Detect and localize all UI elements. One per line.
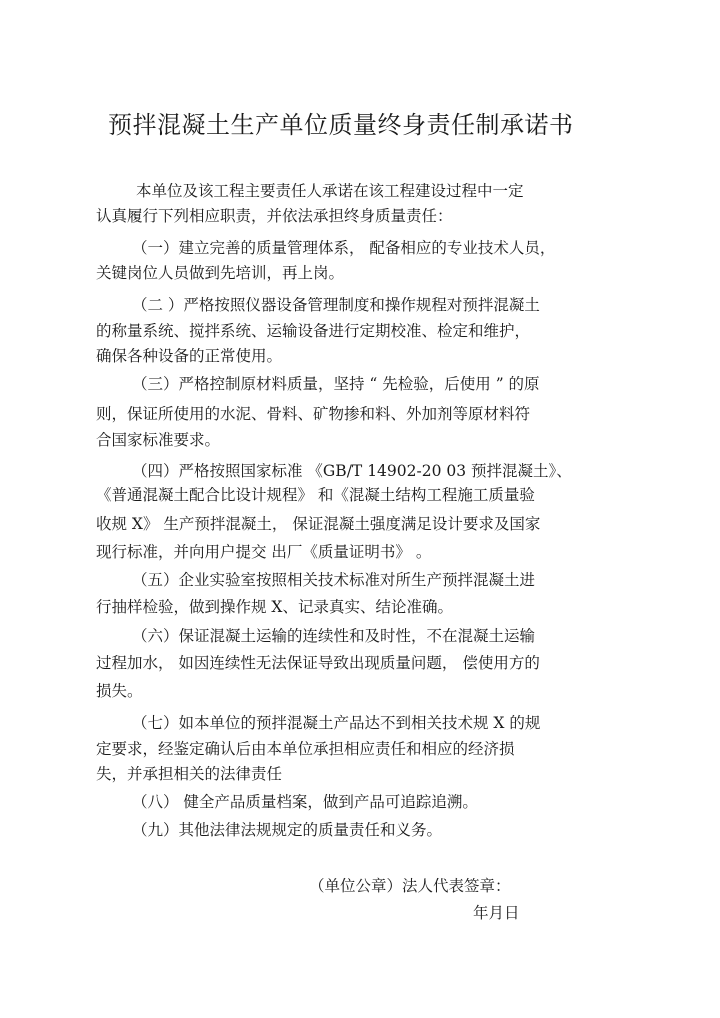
body-line: （四）严格按照国家标准 《GB/T 14902-20 03 预拌混凝土》、 [132, 462, 572, 480]
body-line: 过程加水， 如因连续性无法保证导致出现质量问题， 偿使用方的 [96, 654, 540, 672]
body-line: （九）其他法律法规规定的质量责任和义务。 [132, 821, 443, 839]
body-line: 失，并承担相关的法律责任 [96, 765, 283, 783]
document-title: 预拌混凝土生产单位质量终身责任制承诺书 [108, 111, 574, 139]
body-line: 的称量系统、搅拌系统、运输设备进行定期校准、检定和维护， [96, 322, 531, 340]
body-line: 本单位及该工程主要责任人承诺在该工程建设过程中一定 [136, 182, 524, 200]
body-line: 《普通混凝土配合比设计规程》 和《混凝土结构工程施工质量验 [96, 486, 535, 504]
body-line: 定要求，经鉴定确认后由本单位承担相应责任和相应的经济损 [96, 740, 515, 758]
body-line: 现行标准，并向用户提交 出厂《质量证明书》 。 [96, 543, 432, 561]
body-line: （一）建立完善的质量管理体系， 配备相应的专业技术人员， [132, 239, 556, 257]
body-line: 确保各种设备的正常使用。 [96, 347, 283, 365]
body-line: （八） 健全产品质量档案，做到产品可追踪追溯。 [132, 793, 478, 811]
body-line: 收规 X》 生产预拌混凝土， 保证混凝土强度满足设计要求及国家 [96, 515, 541, 533]
date-line: 年月日 [473, 904, 520, 922]
body-line: （五）企业实验室按照相关技术标准对所生产预拌混凝土进 [132, 571, 536, 589]
body-line: 行抽样检验，做到操作规 X、记录真实、结论准确。 [96, 598, 453, 616]
body-line: 关键岗位人员做到先培训，再上岗。 [96, 264, 345, 282]
body-line: （三）严格控制原材料质量，坚持 “ 先检验，后使用 ” 的原 [132, 375, 540, 393]
body-line: （六）保证混凝土运输的连续性和及时性，不在混凝土运输 [132, 627, 536, 645]
body-line: （二 ）严格按照仪器设备管理制度和操作规程对预拌混凝土 [132, 296, 540, 314]
body-line: （七）如本单位的预拌混凝土产品达不到相关技术规 X 的规 [132, 714, 541, 732]
body-line: 则，保证所使用的水泥、骨料、矿物掺和料、外加剂等原材料符 [96, 405, 531, 423]
body-line: 合国家标准要求。 [96, 431, 221, 449]
body-line: 损失。 [96, 682, 143, 700]
body-line: 认真履行下列相应职责，并依法承担终身质量责任： [96, 207, 453, 225]
signature-line: （单位公章）法人代表签章： [309, 877, 511, 895]
